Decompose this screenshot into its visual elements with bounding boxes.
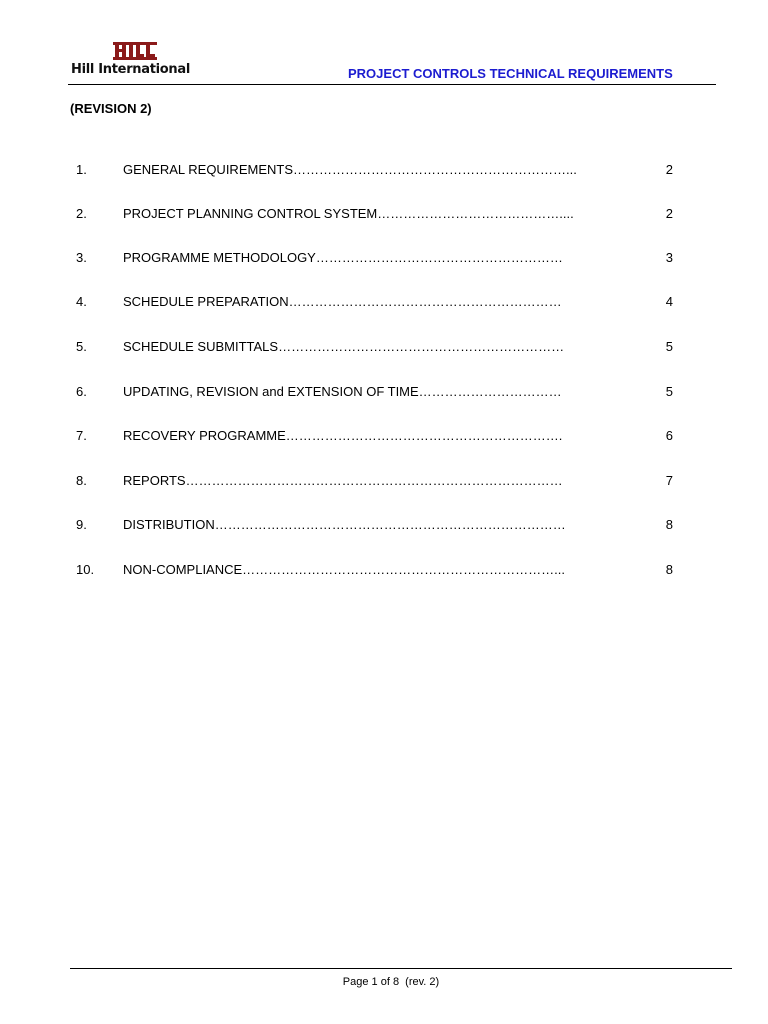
toc-entry (0, 339, 768, 359)
toc-entry-number: 9. (76, 517, 87, 532)
toc-entry-title: SCHEDULE SUBMITTALS………………………………………………………… (123, 339, 565, 354)
toc-entry-page: 2 (665, 206, 673, 221)
revision-label: (REVISION 2) (70, 101, 152, 116)
toc-entry (0, 473, 768, 493)
company-logo (71, 42, 201, 82)
toc-entry-page: 3 (665, 250, 673, 265)
toc-entry (0, 250, 768, 270)
toc-entry-number: 8. (76, 473, 87, 488)
hill-logo-mark (113, 42, 157, 60)
toc-entry-title: REPORTS…………………………………………………………………………… (123, 473, 563, 488)
toc-entry-page: 6 (665, 428, 673, 443)
toc-entry (0, 162, 768, 182)
toc-entry (0, 562, 768, 582)
company-name: Hill International (71, 62, 191, 77)
footer-divider (70, 968, 732, 969)
document-title: PROJECT CONTROLS TECHNICAL REQUIREMENTS (348, 66, 673, 81)
toc-entry-title: RECOVERY PROGRAMME………………………………………………………. (123, 428, 563, 443)
toc-entry-number: 3. (76, 250, 87, 265)
toc-entry-number: 7. (76, 428, 87, 443)
toc-entry-title: DISTRIBUTION……………………………………………………………………… (123, 517, 566, 532)
toc-entry-title: NON-COMPLIANCE………………………………………………………………... (123, 562, 566, 577)
toc-entry (0, 517, 768, 537)
toc-entry-number: 10. (76, 562, 95, 577)
toc-entry-title: GENERAL REQUIREMENTS………………………………………………………... (123, 162, 577, 177)
toc-entry-number: 4. (76, 294, 87, 309)
toc-entry (0, 384, 768, 404)
toc-entry-page: 5 (665, 339, 673, 354)
toc-entry (0, 206, 768, 226)
toc-entry-page: 8 (665, 562, 673, 577)
toc-entry-page: 2 (665, 162, 673, 177)
toc-entry-page: 4 (665, 294, 673, 309)
toc-entry-title: PROGRAMME METHODOLOGY………………………………………………… (123, 250, 563, 265)
toc-entry-number: 1. (76, 162, 87, 177)
header-divider (68, 84, 716, 85)
toc-entry-page: 5 (665, 384, 673, 399)
toc-entry-number: 5. (76, 339, 87, 354)
page-footer: Page 1 of 8 (rev. 2) (342, 976, 440, 988)
toc-entry-page: 7 (665, 473, 673, 488)
toc-entry-page: 8 (665, 517, 673, 532)
toc-entry-number: 6. (76, 384, 87, 399)
toc-entry-number: 2. (76, 206, 87, 221)
toc-entry-title: PROJECT PLANNING CONTROL SYSTEM…………………………………….... (123, 206, 574, 221)
toc-entry (0, 294, 768, 314)
toc-entry-title: UPDATING, REVISION and EXTENSION OF TIME…………………………… (123, 384, 562, 399)
toc-entry (0, 428, 768, 448)
toc-entry-title: SCHEDULE PREPARATION……………………………………………………… (123, 294, 562, 309)
